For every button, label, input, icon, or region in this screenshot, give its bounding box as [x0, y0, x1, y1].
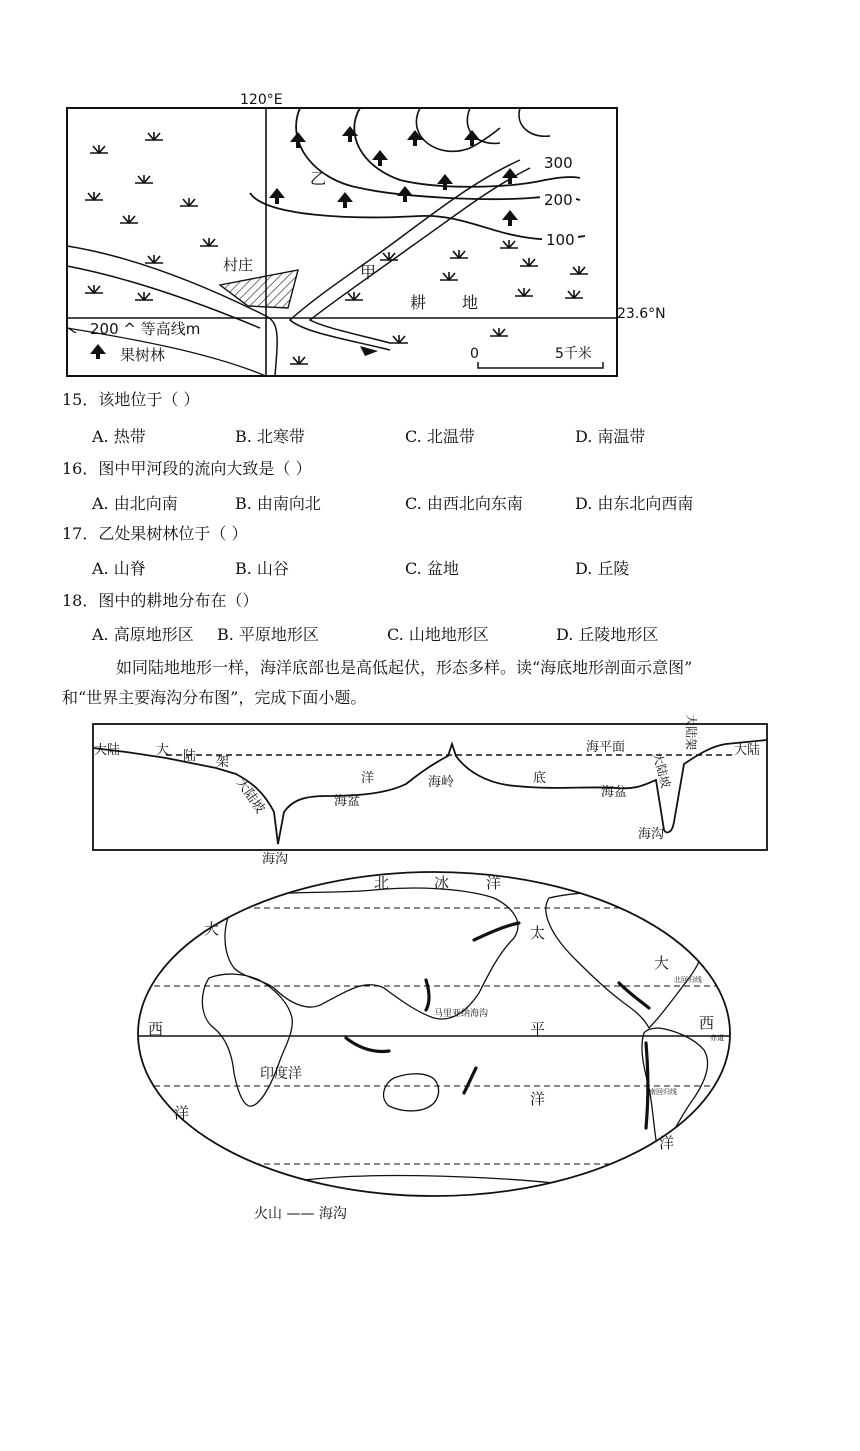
label-ridge: 海岭 — [428, 775, 455, 790]
label-pacific-2: 平 — [530, 1020, 546, 1038]
label-basin-right: 海盆 — [601, 785, 628, 800]
label-floor: 底 — [533, 771, 547, 786]
label-tropic-north: 北回归线 — [674, 976, 702, 984]
label-ocean: 洋 — [361, 771, 375, 786]
option-17-b[interactable]: B. 山谷 — [235, 559, 289, 578]
label-tropic-south: 南回归线 — [649, 1088, 677, 1096]
label-continent-left: 大陆 — [94, 743, 121, 758]
label-atlantic-right-1: 大 — [654, 954, 670, 972]
option-18-d[interactable]: D. 丘陵地形区 — [556, 625, 659, 644]
contour-label-300: 300 — [544, 154, 573, 172]
farmland-label: 耕 — [410, 293, 427, 312]
farmland-label-2: 地 — [462, 293, 479, 312]
intro-line-2: 和“世界主要海沟分布图”，完成下面小题。 — [62, 688, 367, 707]
trench-mariana — [426, 980, 429, 1010]
label-shelf-left-2: 陆 — [183, 749, 197, 764]
village-label: 村庄 — [223, 256, 254, 274]
place-yi: 乙 — [310, 169, 327, 188]
label-arctic-3: 洋 — [486, 874, 502, 892]
intro-line-1: 如同陆地地形一样，海洋底部也是高低起伏，形态多样。读“海底地形剖面示意图” — [116, 658, 693, 677]
option-16-a[interactable]: A. 由北向南 — [92, 494, 178, 513]
village-area — [220, 270, 298, 308]
trench-lines — [346, 923, 649, 1128]
trench-kuril — [474, 923, 519, 940]
label-atlantic-left-1: 大 — [204, 920, 220, 938]
world-trench-map — [134, 868, 734, 1224]
scale-zero: 0 — [470, 346, 479, 362]
label-shelf-left-1: 大 — [156, 743, 170, 758]
option-17-a[interactable]: A. 山脊 — [92, 559, 146, 578]
australia-outline — [384, 1074, 439, 1111]
question-18: 18．图中的耕地分布在（） — [62, 591, 259, 610]
label-shelf-right: 大陆架 — [684, 714, 698, 751]
seabed-profile-diagram — [86, 712, 776, 868]
label-trench-right: 海沟 — [638, 827, 665, 842]
place-jia: 甲 — [360, 263, 377, 282]
label-continent-right: 大陆 — [734, 743, 761, 758]
scale-max: 5千米 — [555, 346, 592, 362]
contour-label-200: 200 — [544, 191, 573, 209]
legend-contour: 200 ^ 等高线m — [90, 320, 201, 338]
label-atlantic-left-3: 洋 — [174, 1104, 190, 1122]
option-16-b[interactable]: B. 由南向北 — [235, 494, 321, 513]
label-slope-right: 大陆坡 — [650, 751, 673, 790]
label-pacific-1: 太 — [530, 924, 546, 942]
option-18-c[interactable]: C. 山地地形区 — [387, 625, 489, 644]
label-arctic-2: 冰 — [434, 874, 450, 892]
option-17-d[interactable]: D. 丘陵 — [575, 559, 630, 578]
label-slope-left: 大陆坡 — [232, 775, 268, 817]
option-15-d[interactable]: D. 南温带 — [575, 427, 646, 446]
label-sea-level: 海平面 — [586, 740, 626, 755]
question-16: 16．图中甲河段的流向大致是（ ） — [62, 459, 312, 478]
trench-central-america — [619, 983, 649, 1008]
scale-bar — [478, 362, 603, 368]
option-15-a[interactable]: A. 热带 — [92, 427, 146, 446]
trench-java — [346, 1038, 389, 1051]
option-16-d[interactable]: D. 由东北向西南 — [575, 494, 694, 513]
label-mariana-trench: 马里亚纳海沟 — [434, 1009, 489, 1019]
option-18-a[interactable]: A. 高原地形区 — [92, 625, 194, 644]
topographic-map — [60, 88, 680, 380]
label-arctic-1: 北 — [374, 874, 390, 892]
map-legend: 火山 —— 海沟 — [254, 1206, 347, 1222]
trench-kermadec — [464, 1068, 476, 1093]
label-indian-ocean: 印度洋 — [260, 1066, 302, 1082]
question-17: 17．乙处果树林位于（ ） — [62, 524, 248, 543]
label-pacific-3: 洋 — [530, 1090, 546, 1108]
label-trench-left: 海沟 — [262, 852, 289, 867]
legend-orchard: 果树林 — [120, 346, 166, 364]
label-shelf-left-3: 架 — [216, 755, 230, 770]
label-equator: 赤道 — [710, 1034, 724, 1042]
option-15-b[interactable]: B. 北寒带 — [235, 427, 305, 446]
label-basin-left: 海盆 — [334, 794, 361, 809]
trench-peru-chile — [646, 1043, 648, 1128]
latitude-label: 23.6°N — [617, 306, 666, 322]
contour-100 — [250, 193, 585, 239]
option-15-c[interactable]: C. 北温带 — [405, 427, 475, 446]
question-15: 15．该地位于（ ） — [62, 390, 200, 409]
continent-outlines — [202, 888, 708, 1193]
option-18-b[interactable]: B. 平原地形区 — [217, 625, 319, 644]
label-atlantic-right-3: 洋 — [659, 1134, 675, 1152]
longitude-label: 120°E — [240, 92, 283, 108]
label-atlantic-right-2: 西 — [699, 1014, 715, 1032]
option-17-c[interactable]: C. 盆地 — [405, 559, 459, 578]
option-16-c[interactable]: C. 由西北向东南 — [405, 494, 523, 513]
contour-label-100: 100 — [546, 231, 575, 249]
legend-tree-icon — [90, 344, 106, 359]
label-atlantic-left-2: 西 — [148, 1020, 164, 1038]
